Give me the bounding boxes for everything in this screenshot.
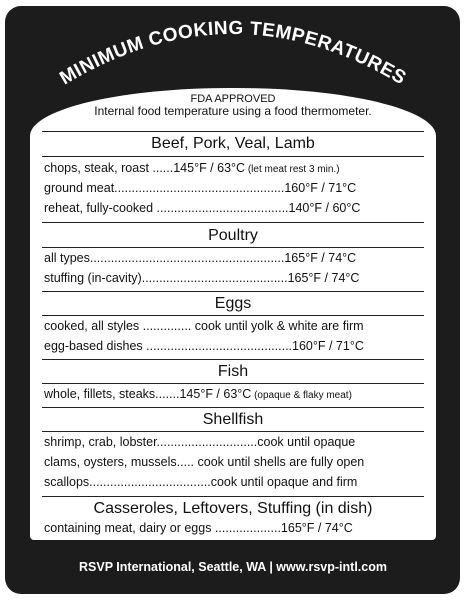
list-item: stuffing (in-cavity)..........................................165°F / 74°C: [44, 271, 360, 285]
heading-underline: [42, 431, 424, 432]
fda-approved-label: FDA APPROVED: [190, 93, 276, 105]
section-heading-poultry: Poultry: [208, 227, 258, 244]
section-divider: [42, 496, 424, 497]
section-heading-eggs: Eggs: [214, 295, 252, 312]
section-heading-fish: Fish: [217, 363, 249, 380]
list-item: all types........................................................165°F / 74°C: [44, 251, 357, 265]
list-item: scallops...................................cook until opaque and firm: [44, 475, 358, 489]
list-item: shrimp, crab, lobster.............................cook until opaque: [44, 435, 356, 449]
content-panel: [30, 88, 436, 540]
section-divider: [42, 407, 424, 408]
heading-underline: [42, 315, 424, 316]
list-item: reheat, fully-cooked ......................................140°F / 60°C: [44, 201, 361, 215]
section-heading-beef: Beef, Pork, Veal, Lamb: [151, 135, 315, 152]
list-item: chops, steak, roast ......145°F / 63°C (let meat rest 3 min.): [44, 161, 340, 175]
list-item: containing meat, dairy or eggs ...................165°F / 74°C: [44, 521, 353, 535]
fda-subtitle: Internal food temperature using a food thermometer.: [94, 104, 372, 118]
footer-contact: RSVP International, Seattle, WA | www.rsvp-intl.com: [79, 560, 387, 574]
card-title: MINIMUM COOKING TEMPERATURES: [56, 17, 410, 90]
list-item: ground meat.................................................160°F / 71°C: [44, 181, 357, 195]
section-heading-casseroles: Casseroles, Leftovers, Stuffing (in dish): [93, 500, 373, 517]
list-item: cooked, all styles .............. cook until yolk & white are firm: [44, 319, 364, 333]
list-item: clams, oysters, mussels..... cook until shells are fully open: [44, 455, 365, 469]
heading-underline: [42, 156, 424, 157]
section-divider: [42, 222, 424, 223]
section-divider: [42, 131, 424, 132]
list-item: egg-based dishes ..........................................160°F / 71°C: [44, 339, 364, 353]
section-divider: [42, 359, 424, 360]
heading-underline: [42, 383, 424, 384]
list-item: whole, fillets, steaks.......145°F / 63°C (opaque & flaky meat): [44, 387, 352, 401]
section-divider: [42, 291, 424, 292]
section-heading-shellfish: Shellfish: [202, 411, 264, 428]
heading-underline: [42, 247, 424, 248]
